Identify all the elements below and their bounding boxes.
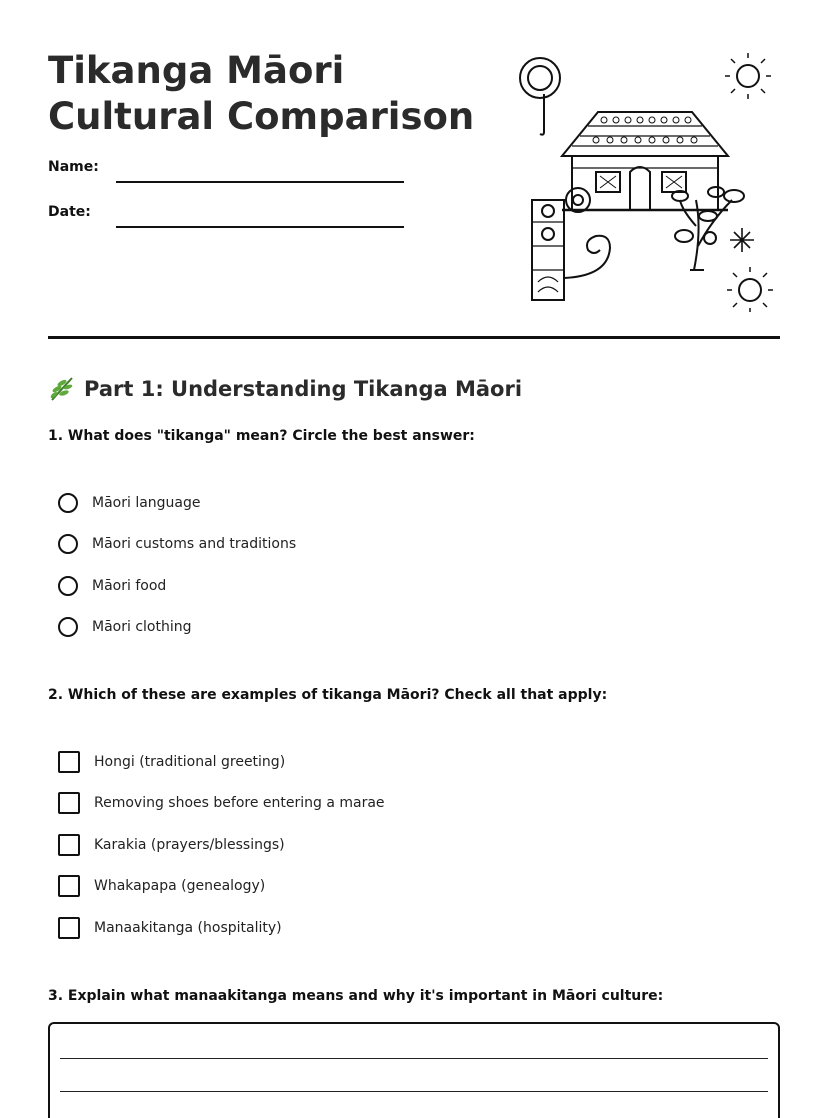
option-label: Māori food bbox=[92, 578, 167, 594]
worksheet-title: Tikanga Māori Cultural Comparison bbox=[48, 49, 475, 138]
header-divider bbox=[48, 336, 780, 339]
radio-circle[interactable] bbox=[58, 617, 78, 637]
date-label: Date: bbox=[48, 204, 91, 220]
checkbox[interactable] bbox=[58, 792, 80, 814]
date-field-line[interactable] bbox=[116, 226, 404, 228]
checkbox[interactable] bbox=[58, 917, 80, 939]
option-label: Māori language bbox=[92, 495, 201, 511]
checkbox[interactable] bbox=[58, 875, 80, 897]
name-label: Name: bbox=[48, 159, 99, 175]
wharenui-illustration bbox=[512, 50, 778, 312]
q2-option[interactable] bbox=[58, 750, 285, 774]
option-label: Hongi (traditional greeting) bbox=[94, 754, 286, 770]
option-label: Māori customs and traditions bbox=[92, 536, 297, 552]
name-field-line[interactable] bbox=[116, 181, 404, 183]
checkbox[interactable] bbox=[58, 751, 80, 773]
question-2-prompt: 2. Which of these are examples of tikanga Māori? Check all that apply: bbox=[48, 687, 608, 703]
option-label: Māori clothing bbox=[92, 619, 192, 635]
q2-option[interactable] bbox=[58, 833, 285, 857]
q2-option[interactable] bbox=[58, 791, 385, 815]
checkbox[interactable] bbox=[58, 834, 80, 856]
q2-option[interactable] bbox=[58, 916, 282, 940]
question-3-prompt: 3. Explain what manaakitanga means and why it's important in Māori culture: bbox=[48, 988, 664, 1004]
radio-circle[interactable] bbox=[58, 493, 78, 513]
option-label: Whakapapa (genealogy) bbox=[94, 878, 266, 894]
radio-circle[interactable] bbox=[58, 534, 78, 554]
part1-heading-text: Part 1: Understanding Tikanga Māori bbox=[84, 377, 523, 401]
q2-option[interactable] bbox=[58, 874, 265, 898]
q1-option[interactable] bbox=[58, 532, 296, 556]
option-label: Karakia (prayers/blessings) bbox=[94, 837, 285, 853]
option-label: Removing shoes before entering a marae bbox=[94, 795, 385, 811]
part1-heading bbox=[48, 372, 522, 406]
q1-option[interactable] bbox=[58, 574, 166, 598]
question-1-prompt: 1. What does "tikanga" mean? Circle the best answer: bbox=[48, 428, 475, 444]
option-label: Manaakitanga (hospitality) bbox=[94, 920, 282, 936]
fern-leaf-icon bbox=[48, 375, 76, 403]
q1-option[interactable] bbox=[58, 615, 191, 639]
q1-option[interactable] bbox=[58, 491, 201, 515]
q3-answer-box[interactable] bbox=[48, 1022, 780, 1118]
radio-circle[interactable] bbox=[58, 576, 78, 596]
answer-line bbox=[60, 1091, 768, 1092]
answer-line bbox=[60, 1058, 768, 1059]
